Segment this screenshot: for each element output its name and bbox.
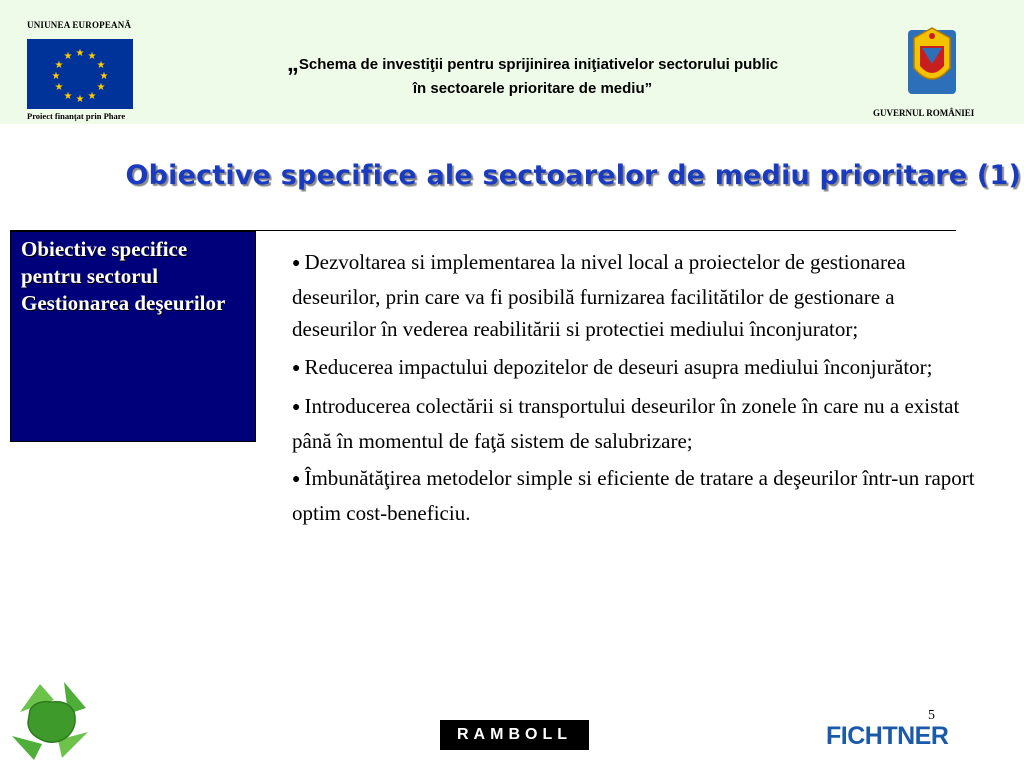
svg-text:★: ★	[87, 51, 97, 62]
svg-text:★: ★	[51, 71, 61, 82]
bullet-icon: ●	[292, 472, 301, 487]
objective-text: Reducerea impactului depozitelor de deseuri asupra mediului înconjurător;	[304, 354, 933, 379]
svg-text:★: ★	[54, 82, 64, 93]
eu-label: UNIUNEA EUROPEANĂ	[27, 20, 132, 30]
objectives-list	[292, 246, 982, 534]
svg-text:★: ★	[87, 91, 97, 102]
eu-flag-icon	[27, 39, 133, 109]
sector-label-box: Obiective specifice pentru sectorul Gestionarea deşeurilor	[10, 231, 256, 442]
bullet-icon: ●	[292, 400, 301, 415]
svg-text:★: ★	[96, 60, 106, 71]
scheme-line-1: Schema de investiţii pentru sprijinirea iniţiativelor sectorului public	[298, 56, 779, 73]
page-number: 5	[928, 708, 935, 723]
list-item	[292, 351, 982, 386]
gov-caption: GUVERNUL ROMÂNIEI	[873, 108, 975, 118]
list-item	[292, 246, 982, 346]
list-item	[292, 390, 982, 457]
svg-text:★: ★	[75, 48, 85, 59]
objective-text: Dezvoltarea si implementarea la nivel local a proiectelor de gestionarea deseurilor, prin care va fi posibilă furnizarea facilitătilor de gestionare a deseurilor în vederea reabilitării si protectiei mediului înconjurator;	[292, 250, 906, 341]
slide-title: Obiective specifice ale sectoarelor de mediu prioritare (1)	[125, 160, 1021, 191]
fichtner-logo: FICHTNER	[826, 722, 949, 750]
bullet-icon: ●	[292, 256, 301, 271]
bullet-icon: ●	[292, 360, 301, 376]
scheme-title	[175, 52, 890, 101]
ramboll-logo: RAMBOLL	[440, 720, 589, 750]
svg-text:★: ★	[54, 60, 64, 71]
header-spacer	[0, 124, 1024, 146]
list-item	[292, 462, 982, 529]
svg-text:★: ★	[75, 94, 85, 105]
scheme-quote-open: „	[286, 50, 299, 77]
svg-text:★: ★	[63, 51, 73, 62]
eu-caption: Proiect finanţat prin Phare	[27, 111, 126, 121]
scheme-line-2: în sectoarele prioritare de mediu”	[412, 80, 653, 97]
recycle-romania-map-icon	[2, 670, 100, 768]
objective-text: Introducerea colectării si transportului deseurilor în zonele în care nu a existat până în momentul de faţă sistem de salubrizare;	[292, 394, 960, 453]
svg-text:★: ★	[63, 91, 73, 102]
svg-text:★: ★	[96, 82, 106, 93]
objective-text: Îmbunătăţirea metodelor simple si eficiente de tratare a deşeurilor într-un raport optim cost-beneficiu.	[292, 466, 975, 525]
romania-coat-of-arms-icon	[900, 24, 964, 100]
svg-text:★: ★	[99, 71, 109, 82]
